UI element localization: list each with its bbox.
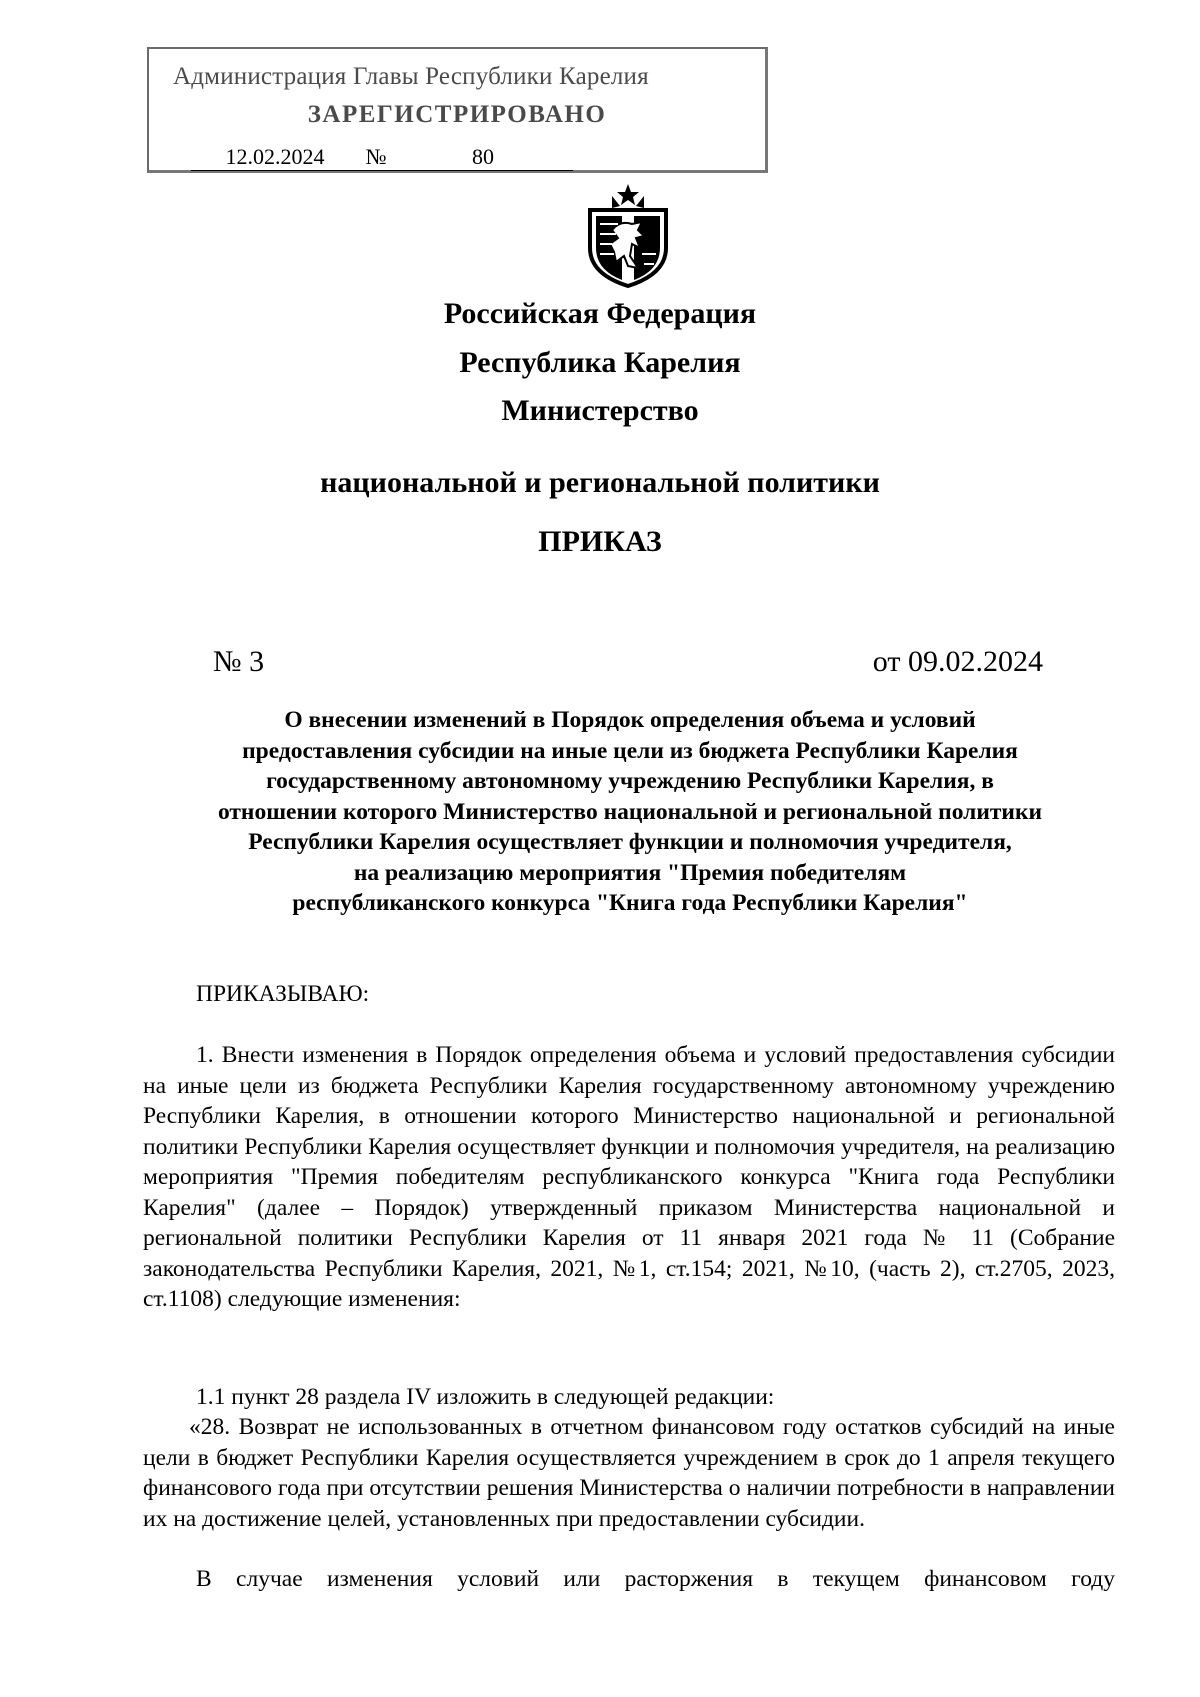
- stamp-number: 80: [393, 144, 573, 171]
- stamp-authority: Администрация Главы Республики Карелия: [173, 63, 649, 90]
- subject-line: О внесении изменений в Порядок определения объема и условий: [284, 707, 976, 733]
- subject-line: на реализацию мероприятия "Премия победителям: [353, 859, 907, 886]
- subject-line: государственному автономному учреждению Республики Карелия, в: [266, 768, 994, 794]
- header-ministry-name: национальной и региональной политики: [320, 466, 880, 499]
- karelia-coat-of-arms-icon: [582, 182, 674, 288]
- subject-line: Республики Карелия осуществляет функции и полномочия учредителя,: [248, 829, 1012, 855]
- paragraph-1: 1. Внести изменения в Порядок определения объема и условий предоставления субсидии на иные цели из бюджета Республики Карелия государственному автономному учреждению Республики Карелия, в отношении которого Министерство национальной и региональной политики Республики Карелия осуществляет функции и полномочия учредителя, на реализацию мероприятия "Премия победителям республиканского конкурса "Книга года Республики Карелия" (далее – Порядок) утвержденный приказом Министерства национальной и региональной политики Республики Карелия от 11 января 2021 года № 11 (Собрание законодательства Республики Карелия, 2021, №1, ст.154; 2021, №10, (часть 2), ст.2705, 2023, ст.1108) следующие изменения:: [143, 1042, 1115, 1312]
- order-word: ПРИКАЗЫВАЮ:: [196, 981, 370, 1007]
- stamp-registration-line: [191, 144, 573, 171]
- document-type: ПРИКАЗ: [538, 525, 662, 558]
- stamp-registered: ЗАРЕГИСТРИРОВАНО: [307, 101, 607, 128]
- registration-stamp: [147, 47, 768, 173]
- subject-line: республиканского конкурса "Книга года Республики Карелия": [292, 890, 968, 916]
- header-republic: Республика Карелия: [459, 346, 741, 379]
- paragraph-28: «28. Возврат не использованных в отчетном финансовом году остатков субсидий на иные цели в бюджет Республики Карелия осуществляется учреждением в срок до 1 апреля текущего финансового года при отсутствии решения Министерства о наличии потребности в направлении их на достижение целей, установленных при предоставлении субсидии.: [143, 1414, 1115, 1532]
- order-number: № 3: [213, 645, 265, 678]
- order-subject: [160, 705, 1100, 919]
- header-ministry: Министерство: [501, 394, 699, 427]
- stamp-date: 12.02.2024: [191, 144, 359, 171]
- paragraph-case: В случае изменения условий или расторжения в текущем финансовом году: [196, 1566, 1115, 1592]
- paragraph-1-1: 1.1 пункт 28 раздела IV изложить в следующей редакции:: [196, 1384, 775, 1410]
- header-country: Российская Федерация: [443, 297, 757, 330]
- subject-line: отношении которого Министерство национальной и региональной политики: [217, 798, 1043, 825]
- subject-line: предоставления субсидии на иные цели из бюджета Республики Карелия: [242, 737, 1018, 764]
- stamp-num-sign: №: [359, 144, 393, 171]
- order-date: от 09.02.2024: [872, 645, 1043, 678]
